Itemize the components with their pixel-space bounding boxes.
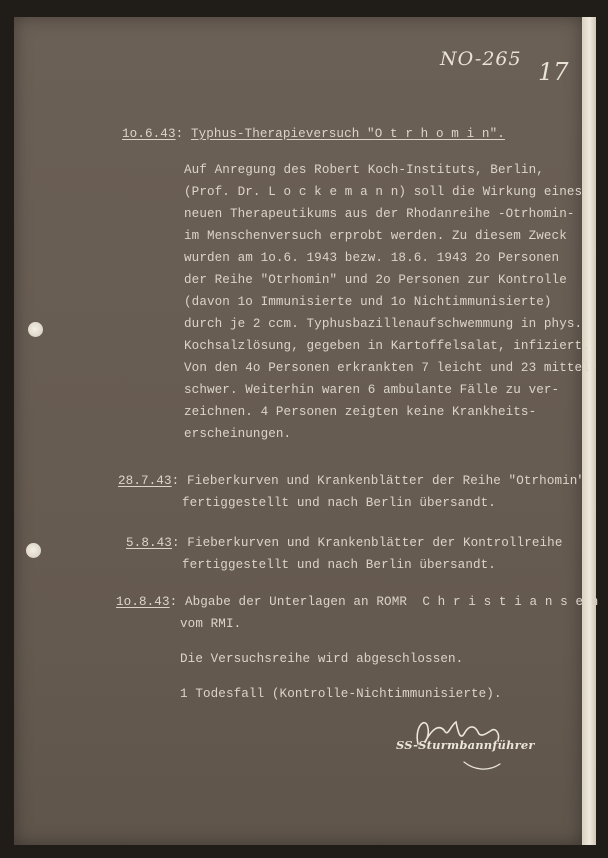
entry-1-line-7: (davon 1o Immunisierte und 1o Nichtimmunisierte) — [184, 295, 552, 309]
page-edge-strip — [582, 17, 596, 845]
entry-1-line-6: der Reihe "Otrhomin" und 2o Personen zur Kontrolle — [184, 273, 567, 287]
entry-1-line-3: neuen Therapeutikums aus der Rhodanreihe -Otrhomin- — [184, 207, 575, 221]
entry-1-line-10: Von den 4o Personen erkrankten 7 leicht und 23 mittel- — [184, 361, 598, 375]
entry-1-heading-prefix: Typhus-Therapieversuch " — [190, 127, 375, 141]
entry-3-line-2: fertiggestellt und nach Berlin übersandt. — [182, 558, 496, 572]
entry-1-line-11: schwer. Weiterhin waren 6 ambulante Fälle zu ver- — [184, 383, 560, 397]
entry-2-line-2: fertiggestellt und nach Berlin übersandt. — [182, 496, 496, 510]
entry-2-colon: : — [171, 474, 187, 488]
entry-3-line-1: Fieberkurven und Krankenblätter der Kontrollreihe — [187, 536, 563, 550]
entry-1-date: 1o.6.43 — [122, 127, 176, 141]
entry-2-date: 28.7.43 — [118, 474, 172, 488]
entry-3-date: 5.8.43 — [126, 536, 172, 550]
entry-4-line-1: Abgabe der Unterlagen an ROMR C h r i s t i a n s e n — [184, 595, 599, 609]
entry-4-date: 1o.8.43 — [116, 595, 170, 609]
signature-rank: SS-Sturmbannführer — [396, 738, 535, 752]
entry-1-line-12: zeichnen. 4 Personen zeigten keine Krankheits- — [184, 405, 537, 419]
entry-1-line-1: Auf Anregung des Robert Koch-Instituts, Berlin, — [184, 163, 544, 177]
entry-1-line-5: wurden am 1o.6. 1943 bezw. 18.6. 1943 2o Personen — [184, 251, 560, 265]
entry-1-line-4: im Menschenversuch erprobt werden. Zu diesem Zweck — [184, 229, 567, 243]
entry-1-heading-name: O t r h o m i n — [374, 127, 490, 141]
entry-1-colon: : — [175, 127, 191, 141]
entry-3-header — [126, 532, 563, 554]
punch-hole-top — [28, 322, 43, 337]
folio-number: 17 — [538, 58, 569, 86]
entry-4-header — [116, 591, 598, 613]
document-number-stamp: NO-265 — [440, 48, 522, 70]
closing-statement: Die Versuchsreihe wird abgeschlossen. — [180, 652, 464, 666]
entry-4-line-2: vom RMI. — [180, 617, 242, 631]
entry-2-line-1: Fieberkurven und Krankenblätter der Reihe "Otrhomin" — [186, 474, 586, 488]
entry-4-colon: : — [169, 595, 185, 609]
entry-1-line-9: Kochsalzlösung, gegeben in Kartoffelsalat, infiziert. — [184, 339, 590, 353]
entry-2-header — [118, 470, 585, 492]
entry-1-line-8: durch je 2 ccm. Typhusbazillenaufschwemmung in phys. — [184, 317, 583, 331]
entry-1-line-2: (Prof. Dr. L o c k e m a n n) soll die Wirkung eines — [184, 185, 583, 199]
death-note: 1 Todesfall (Kontrolle-Nichtimmunisierte). — [180, 687, 502, 701]
entry-1-header — [122, 123, 505, 145]
punch-hole-bottom — [26, 543, 41, 558]
entry-3-colon: : — [171, 536, 188, 550]
entry-1-line-13: erscheinungen. — [184, 427, 292, 441]
entry-1-heading-suffix: ". — [489, 127, 505, 141]
